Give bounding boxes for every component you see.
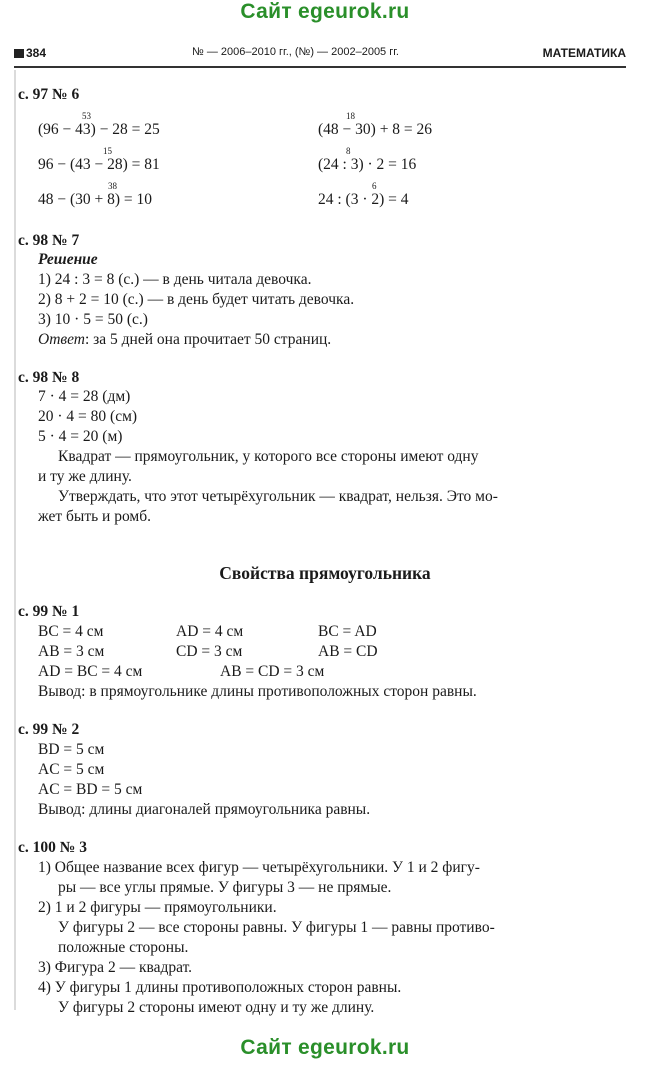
equation: AB = 3 см [38,643,105,660]
equation: AB = CD = 3 см [220,663,325,680]
paragraph-line: Утверждать, что этот четырёхугольник — квадрат, нельзя. Это мо- [58,488,498,505]
page-marker-icon [14,49,24,58]
page-header [14,42,626,64]
equation: (24 : 3) · 2 = 16 [318,156,417,173]
annotation: 53 [82,111,91,121]
solution-step: 3) 10 · 5 = 50 (с.) [38,311,148,328]
paragraph-line: У фигуры 2 — все стороны равны. У фигуры 1 — равны противо- [58,919,495,936]
equation: BD = 5 см [38,741,105,758]
annotation: 8 [346,146,351,156]
site-watermark-top: Сайт egeurok.ru [240,0,410,23]
exercise-title: с. 98 № 8 [18,369,80,386]
solution-step: 1) 24 : 3 = 8 (с.) — в день читала девочка. [38,271,312,288]
header-divider [14,66,626,68]
answer-line [38,331,331,349]
exercise-title: с. 99 № 1 [18,603,80,620]
equation: 24 : (3 · 2) = 4 [318,191,409,208]
paragraph-line: У фигуры 2 стороны имеют одну и ту же длину. [58,999,375,1016]
site-watermark-bottom: Сайт egeurok.ru [240,1036,410,1059]
solution-label: Решение [38,251,98,268]
equation: (48 − 30) + 8 = 26 [318,121,433,138]
exercise-title: с. 97 № 6 [18,86,80,103]
annotation: 18 [346,111,355,121]
annotation: 6 [372,181,377,191]
paragraph-line: 2) 1 и 2 фигуры — прямоугольники. [38,899,277,916]
paragraph-line: жет быть и ромб. [38,508,151,525]
page-number-text: 384 [26,46,47,60]
equation: AC = BD = 5 см [38,781,143,798]
section-heading: Свойства прямоугольника [219,563,431,583]
exercise-title: с. 99 № 2 [18,721,80,738]
annotation: 15 [103,146,112,156]
conclusion: Вывод: длины диагоналей прямоугольника равны. [38,801,371,818]
header-legend: № — 2006–2010 гг., (№) — 2002–2005 гг. [192,46,399,58]
equation: AD = 4 см [176,623,244,640]
equation: AC = 5 см [38,761,105,778]
paragraph-line: 3) Фигура 2 — квадрат. [38,959,193,976]
solution-step: 5 · 4 = 20 (м) [38,428,123,445]
equation: AB = CD [318,643,378,660]
subject-title: МАТЕМАТИКА [542,46,626,60]
equation: (96 − 43) − 28 = 25 [38,121,160,138]
answer-label: Ответ [38,331,85,348]
solution-step: 20 · 4 = 80 (см) [38,408,138,425]
page-number [14,46,46,60]
equation: CD = 3 см [176,643,243,660]
equation: BC = AD [318,623,377,640]
equation: 96 − (43 − 28) = 81 [38,156,160,173]
margin-shade [14,70,16,1010]
equation: AD = BC = 4 см [38,663,143,680]
equation: 48 − (30 + 8) = 10 [38,191,153,208]
conclusion: Вывод: в прямоугольнике длины противоположных сторон равны. [38,683,477,700]
solution-step: 7 · 4 = 28 (дм) [38,388,131,405]
equation: BC = 4 см [38,623,104,640]
paragraph-line: Квадрат — прямоугольник, у которого все стороны имеют одну [58,448,479,465]
exercise-title: с. 100 № 3 [18,839,87,856]
paragraph-line: 4) У фигуры 1 длины противоположных сторон равны. [38,979,402,996]
paragraph-line: 1) Общее название всех фигур — четырёхугольники. У 1 и 2 фигу- [38,859,480,876]
paragraph-line: и ту же длину. [38,468,132,485]
annotation: 38 [108,181,117,191]
solution-step: 2) 8 + 2 = 10 (с.) — в день будет читать девочка. [38,291,355,308]
paragraph-line: ры — все углы прямые. У фигуры 3 — не прямые. [58,879,392,896]
paragraph-line: положные стороны. [58,939,189,956]
exercise-title: с. 98 № 7 [18,232,80,249]
answer-text: : за 5 дней она прочитает 50 страниц. [84,331,332,348]
